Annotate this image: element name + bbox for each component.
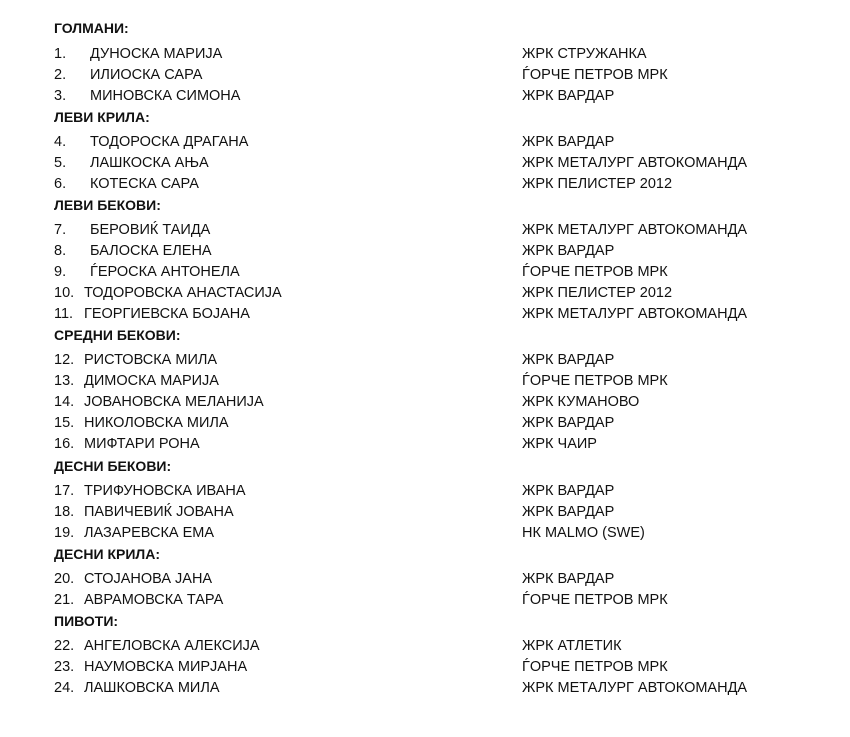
player-number: 10. [54,285,75,301]
player-number: 18. [54,504,75,520]
player-club: НК MALMO (SWE) [522,525,645,541]
player-club: ЖРК ВАРДАР [522,504,615,520]
player-row [0,283,850,303]
player-name: ЈОВАНОВСКА МЕЛАНИЈА [84,394,264,410]
player-row [0,65,850,85]
player-row [0,392,850,412]
player-club: ЖРК ВАРДАР [522,88,615,104]
player-number: 12. [54,352,75,368]
player-club: ЃОРЧЕ ПЕТРОВ МРК [522,659,668,675]
player-club: ЖРК МЕТАЛУРГ АВТОКОМАНДА [522,222,748,238]
player-row [0,153,850,173]
player-name: МИНОВСКА СИМОНА [90,88,241,104]
player-name: ТОДОРОВСКА АНАСТАСИЈА [84,285,282,301]
player-name: РИСТОВСКА МИЛА [84,352,218,368]
player-row [0,304,850,324]
player-name: НИКОЛОВСКА МИЛА [84,415,229,431]
player-row [0,44,850,64]
player-row [0,86,850,106]
player-name: АНГЕЛОВСКА АЛЕКСИЈА [84,638,260,654]
player-row [0,523,850,543]
player-row [0,174,850,194]
player-number: 20. [54,571,75,587]
player-row [0,657,850,677]
section-heading-left-backs: ЛЕВИ БЕКОВИ: [54,197,161,213]
player-number: 21. [54,592,75,608]
player-number: 13. [54,373,75,389]
player-number: 11. [54,306,74,322]
player-number: 8. [54,243,67,259]
player-number: 9. [54,264,67,280]
player-name: АВРАМОВСКА ТАРА [84,592,224,608]
player-club: ЖРК ПЕЛИСТЕР 2012 [522,176,673,192]
player-row [0,413,850,433]
player-number: 5. [54,155,67,171]
player-club: ЖРК ВАРДАР [522,243,615,259]
player-club: ЖРК МЕТАЛУРГ АВТОКОМАНДА [522,155,748,171]
player-club: ЖРК ВАРДАР [522,415,615,431]
player-club: ЖРК МЕТАЛУРГ АВТОКОМАНДА [522,680,748,696]
player-name: ТРИФУНОВСКА ИВАНА [84,483,246,499]
player-club: ЖРК ПЕЛИСТЕР 2012 [522,285,673,301]
player-row [0,132,850,152]
player-club: ЖРК ВАРДАР [522,352,615,368]
player-name: ЃЕРОСКА АНТОНЕЛА [90,264,240,280]
section-heading-right-backs: ДЕСНИ БЕКОВИ: [54,458,172,474]
player-name: БАЛОСКА ЕЛЕНА [90,243,212,259]
player-name: ЛАШКОСКА АЊА [90,155,209,171]
player-number: 3. [54,88,67,104]
player-number: 4. [54,134,67,150]
player-number: 23. [54,659,75,675]
section-heading-goalkeepers: ГОЛМАНИ: [54,20,129,36]
player-row [0,371,850,391]
player-number: 15. [54,415,75,431]
player-number: 19. [54,525,75,541]
player-club: ЖРК МЕТАЛУРГ АВТОКОМАНДА [522,306,748,322]
player-number: 22. [54,638,75,654]
player-club: ЃОРЧЕ ПЕТРОВ МРК [522,592,668,608]
player-number: 7. [54,222,67,238]
player-club: ЖРК СТРУЖАНКА [522,46,647,62]
player-name: ГЕОРГИЕВСКА БОЈАНА [84,306,250,322]
player-name: ДУНОСКА МАРИЈА [90,46,223,62]
player-number: 6. [54,176,67,192]
player-number: 2. [54,67,67,83]
player-name: МИФТАРИ РОНА [84,436,200,452]
player-number: 17. [54,483,75,499]
player-name: СТОЈАНОВА ЈАНА [84,571,213,587]
player-row [0,434,850,454]
player-row [0,502,850,522]
player-name: ТОДОРОСКА ДРАГАНА [90,134,249,150]
player-number: 16. [54,436,75,452]
player-name: ЛАШКОВСКА МИЛА [84,680,220,696]
player-row [0,241,850,261]
player-club: ЖРК ЧАИР [522,436,597,452]
player-name: ЛАЗАРЕВСКА ЕМА [84,525,215,541]
section-heading-center-backs: СРЕДНИ БЕКОВИ: [54,327,181,343]
player-name: НАУМОВСКА МИРЈАНА [84,659,248,675]
player-number: 1. [54,46,67,62]
player-club: ЖРК ВАРДАР [522,483,615,499]
player-row [0,636,850,656]
player-row [0,569,850,589]
player-row [0,678,850,698]
player-name: ДИМОСКА МАРИЈА [84,373,219,389]
player-number: 24. [54,680,75,696]
player-club: ЖРК АТЛЕТИК [522,638,622,654]
player-row [0,350,850,370]
player-club: ЖРК ВАРДАР [522,134,615,150]
section-heading-left-wings: ЛЕВИ КРИЛА: [54,109,150,125]
player-club: ЃОРЧЕ ПЕТРОВ МРК [522,67,668,83]
player-club: ЃОРЧЕ ПЕТРОВ МРК [522,373,668,389]
player-club: ЖРК ВАРДАР [522,571,615,587]
player-club: ЃОРЧЕ ПЕТРОВ МРК [522,264,668,280]
player-row [0,262,850,282]
player-name: БЕРОВИЌ ТАИДА [90,222,211,238]
player-row [0,481,850,501]
section-heading-pivots: ПИВОТИ: [54,613,119,629]
player-name: ИЛИОСКА САРА [90,67,203,83]
player-name: КОТЕСКА САРА [90,176,199,192]
player-club: ЖРК КУМАНОВО [522,394,640,410]
player-name: ПАВИЧЕВИЌ ЈОВАНА [84,504,234,520]
player-row [0,220,850,240]
section-heading-right-wings: ДЕСНИ КРИЛА: [54,546,161,562]
player-number: 14. [54,394,75,410]
player-row [0,590,850,610]
